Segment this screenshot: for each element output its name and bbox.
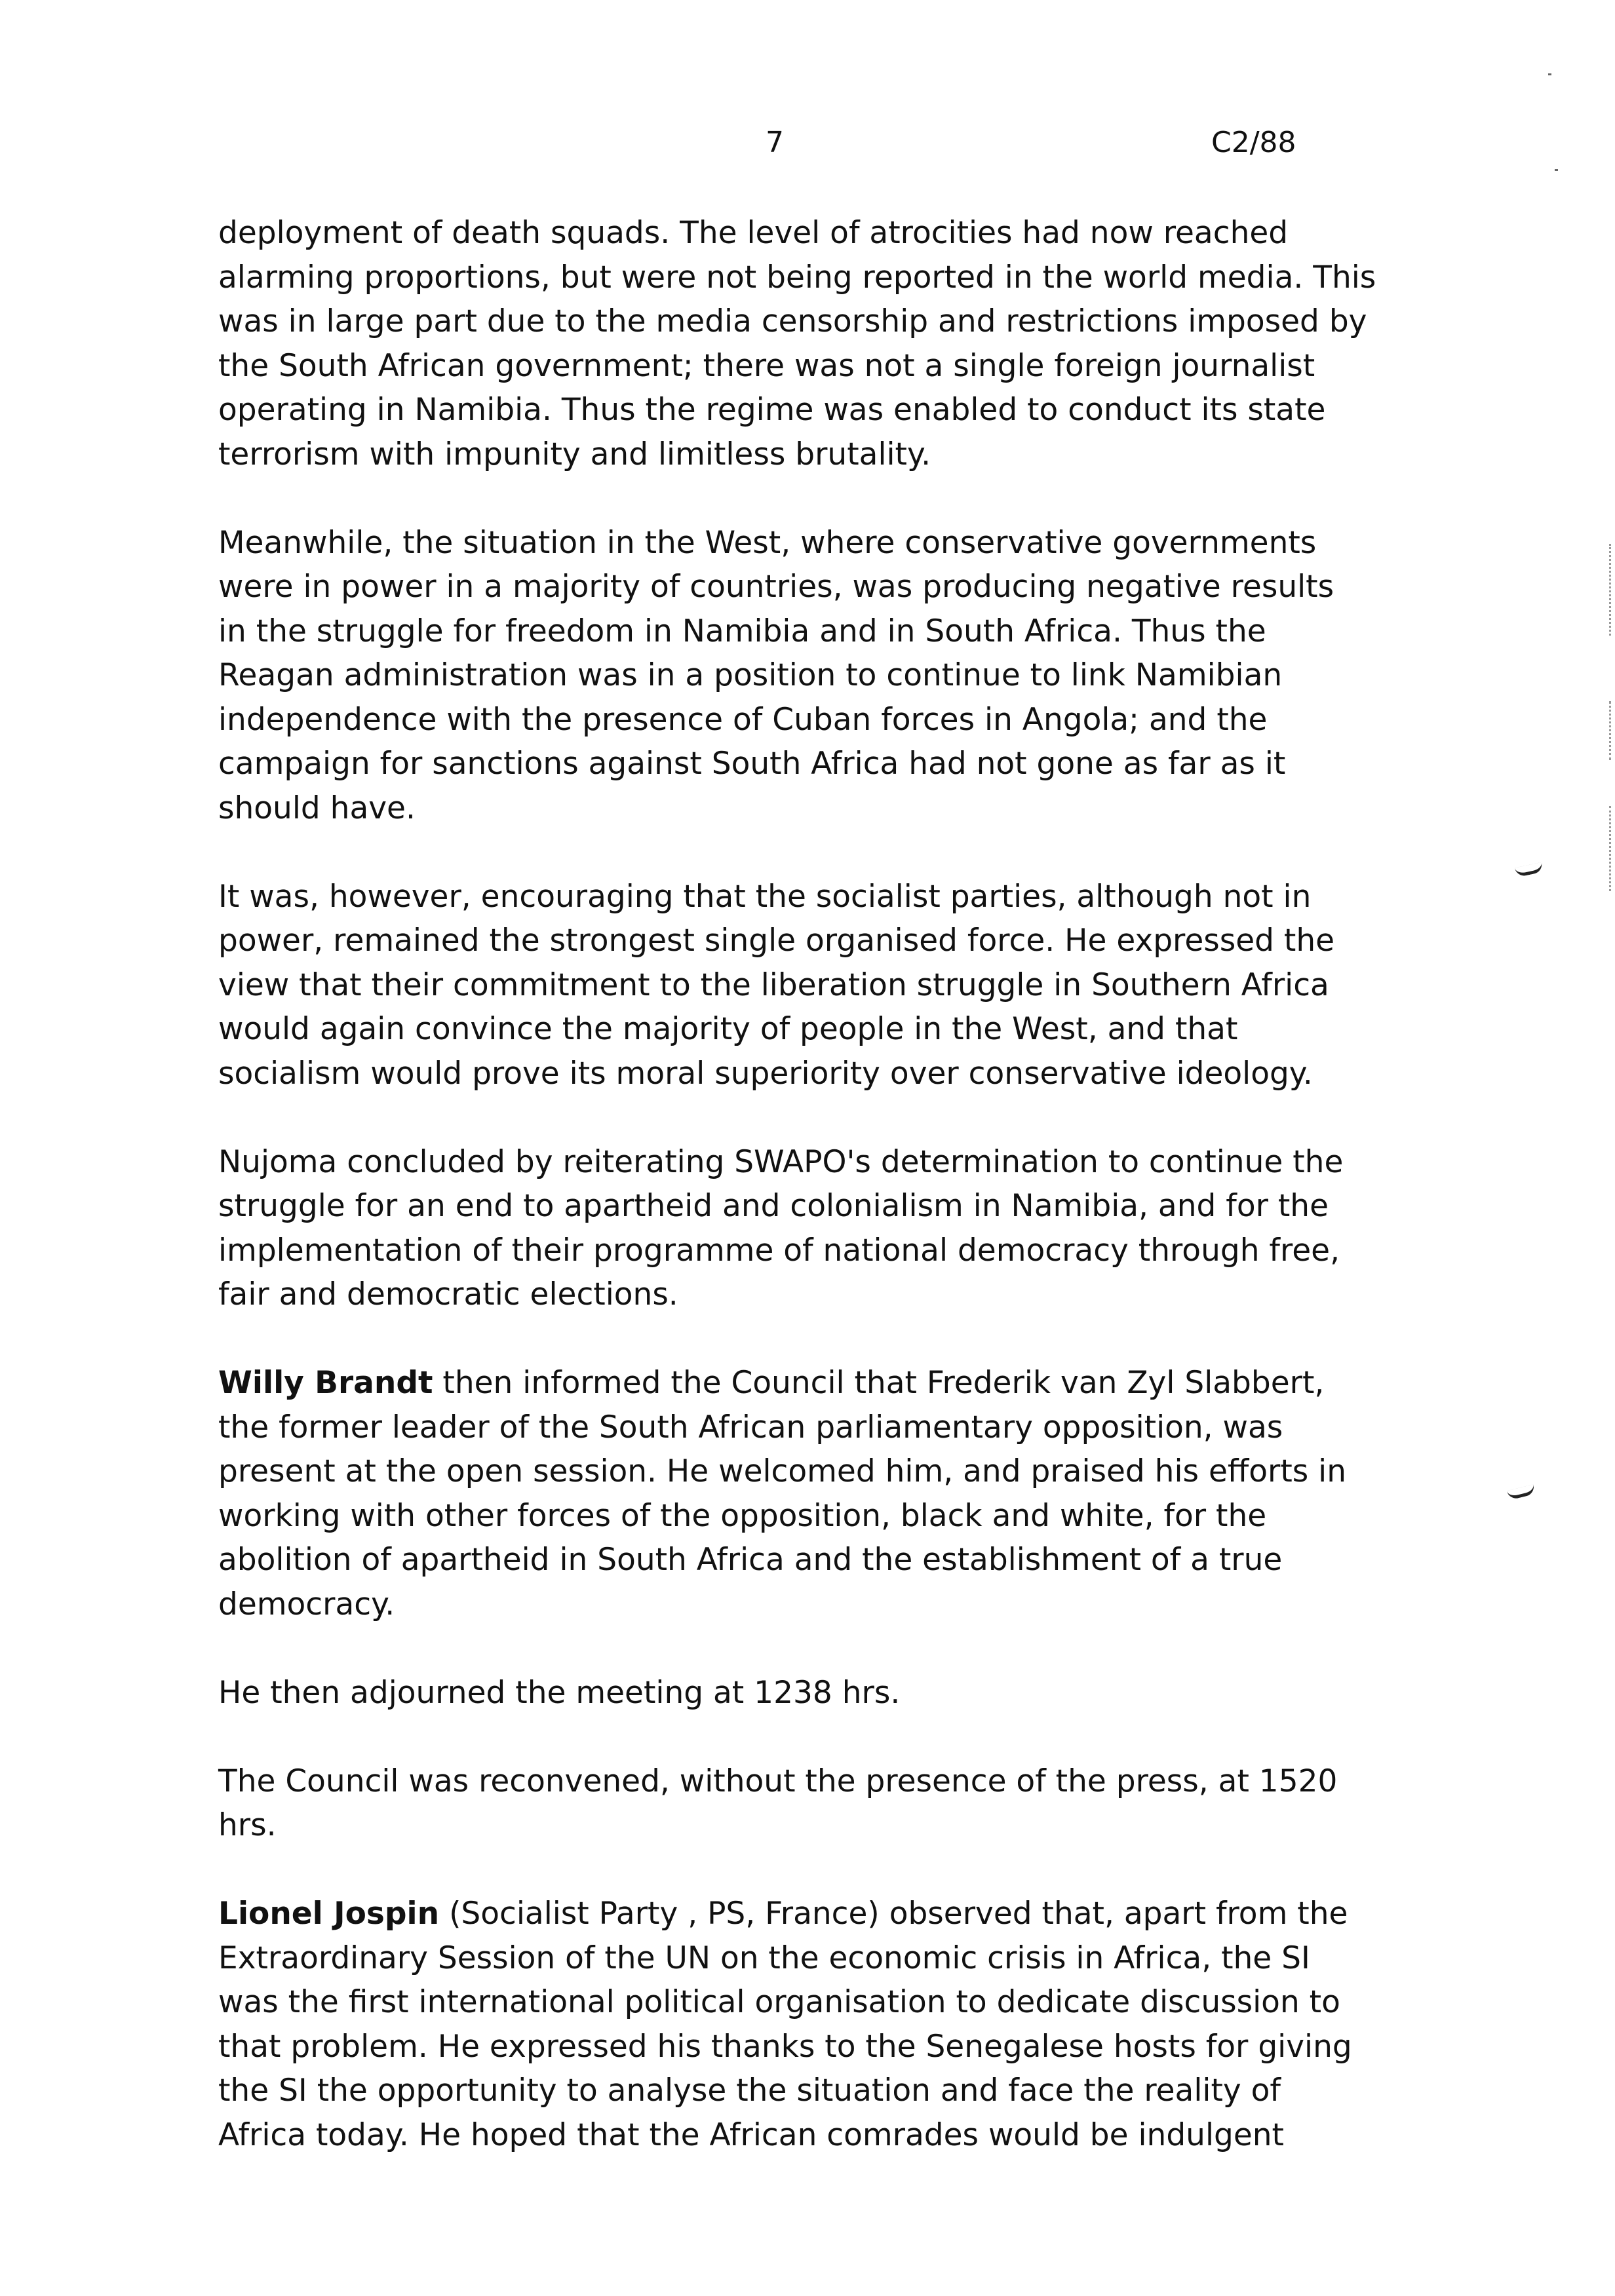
margin-mark	[1515, 862, 1544, 877]
paragraph-3	[218, 875, 1398, 1096]
paragraph-text: Nujoma concluded by reiterating SWAPO's determination to continue the struggle for an end to apartheid and colonialism in Namibia, and for the implementation of their programme of national democracy through free, fair and democratic elections.	[218, 1143, 1344, 1312]
paragraph-text: He then adjourned the meeting at 1238 hrs.	[218, 1674, 901, 1711]
paragraph-6	[218, 1671, 1398, 1715]
paragraph-text: deployment of death squads. The level of atrocities had now reached alarming proportions, but were not being reported in the world media. This was in large part due to the media censorship and restrictions imposed by the South African government; there was not a single foreign journalist operating in Namibia. Thus the regime was enabled to conduct its state terrorism with impunity and limitless brutality.	[218, 215, 1376, 472]
paragraph-1	[218, 211, 1398, 476]
speaker-name: Willy Brandt	[218, 1365, 433, 1401]
margin-mark	[1507, 1484, 1536, 1501]
paragraph-4	[218, 1140, 1398, 1317]
paragraph-text: It was, however, encouraging that the socialist parties, although not in power, remained the strongest single organised force. He expressed the view that their commitment to the liberation struggle in Southern Africa would again convince the majority of people in the West, and that socialism would prove its moral superiority over conservative ideology.	[218, 878, 1335, 1092]
paragraph-text: The Council was reconvened, without the presence of the press, at 1520 hrs.	[218, 1763, 1338, 1843]
speaker-name: Lionel Jospin	[218, 1896, 440, 1932]
paragraph-text: (Socialist Party , PS, France) observed that, apart from the Extraordinary Session of the UN on the economic crisis in Africa, the SI was the first international political organisation to dedicate discussion to that problem. He expressed his thanks to the Senegalese hosts for giving the SI the opportunity to analyse the situation and face the reality of Africa today. He hoped that the African comrades would be indulgent	[218, 1896, 1352, 2153]
paragraph-text: then informed the Council that Frederik van Zyl Slabbert, the former leader of the South African parliamentary opposition, was present at the open session. He welcomed him, and praised his efforts in working with other forces of the opposition, black and white, for the abolition of apartheid in South Africa and the establishment of a true democracy.	[218, 1365, 1347, 1622]
margin-dots	[1609, 701, 1614, 760]
paragraph-7	[218, 1759, 1398, 1848]
document-reference: C2/88	[1211, 126, 1296, 159]
margin-dots	[1609, 806, 1614, 891]
paragraph-text: Meanwhile, the situation in the West, where conservative governments were in power in a majority of countries, was producing negative results in the struggle for freedom in Namibia and in South Africa. Thus the Reagan administration was in a position to continue to link Namibian independence with the presence of Cuban forces in Angola; and the campaign for sanctions against South Africa had not gone as far as it should have.	[218, 524, 1334, 826]
margin-tick	[1548, 73, 1551, 75]
page-header	[0, 126, 1615, 165]
page-number: 7	[766, 126, 784, 159]
paragraph-5	[218, 1361, 1398, 1626]
margin-tick	[1555, 169, 1558, 171]
paragraph-2	[218, 521, 1398, 831]
body-text	[218, 211, 1398, 2202]
paragraph-8	[218, 1892, 1398, 2157]
margin-dots	[1609, 544, 1614, 636]
